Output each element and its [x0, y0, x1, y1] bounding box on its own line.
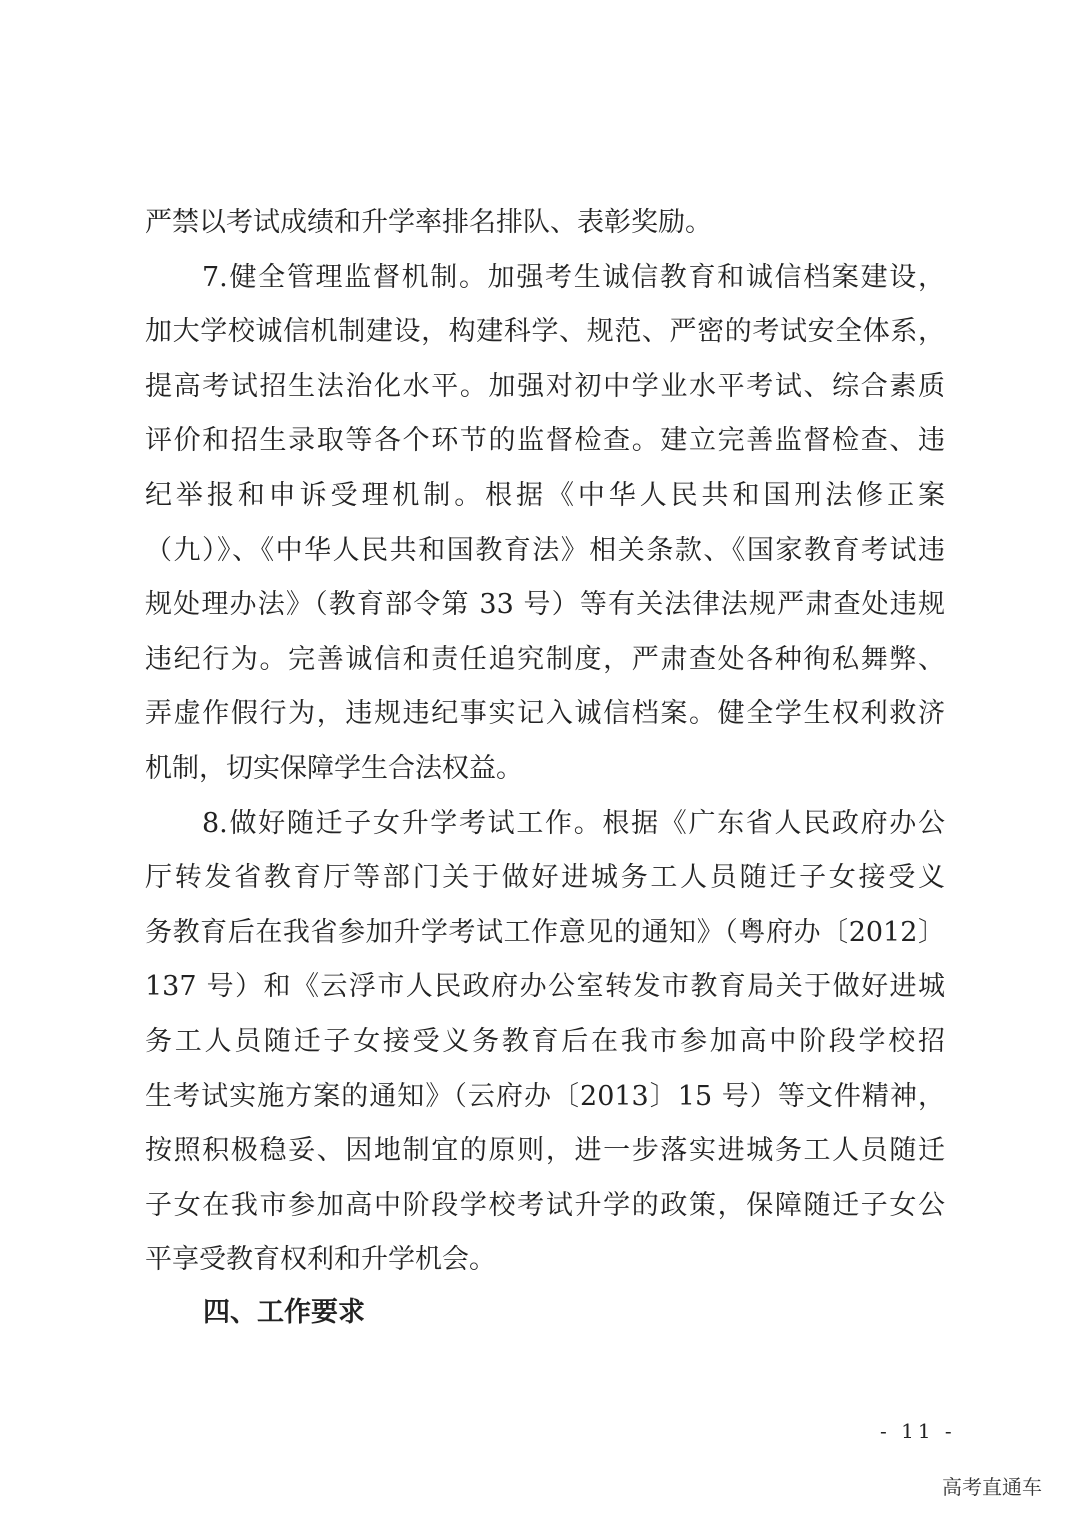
text-line: 137 号）和《云浮市人民政府办公室转发市教育局关于做好进城: [145, 971, 945, 1003]
text-line: 违纪行为。完善诚信和责任追究制度，严肃查处各种徇私舞弊、: [145, 643, 945, 675]
text-line: 务教育后在我省参加升学考试工作意见的通知》（粤府办〔2012〕: [145, 916, 945, 948]
text-line: 生考试实施方案的通知》（云府办〔2013〕15 号）等文件精神，: [145, 1080, 945, 1112]
text-line: 弄虚作假行为，违规违纪事实记入诚信档案。健全学生权利救济: [145, 698, 945, 730]
text-line: 严禁以考试成绩和升学率排名排队、表彰奖励。: [145, 207, 712, 238]
text-line: 机制，切实保障学生合法权益。: [145, 752, 523, 784]
text-line: 厅转发省教育厅等部门关于做好进城务工人员随迁子女接受义: [145, 862, 945, 894]
text-line: 评价和招生录取等各个环节的监督检查。建立完善监督检查、违: [145, 425, 945, 457]
text-line: 平享受教育权利和升学机会。: [145, 1244, 496, 1276]
text-line: 7.健全管理监督机制。加强考生诚信教育和诚信档案建设，: [202, 261, 945, 293]
text-line: 规处理办法》（教育部令第 33 号）等有关法律法规严肃查处违规: [145, 589, 945, 621]
section-heading: 四、工作要求: [203, 1297, 365, 1328]
text-line: 加大学校诚信机制建设，构建科学、规范、严密的考试安全体系，: [145, 316, 945, 348]
watermark: 高考直通车: [942, 1475, 1042, 1499]
text-line: 子女在我市参加高中阶段学校考试升学的政策，保障随迁子女公: [145, 1189, 945, 1221]
page-number: - 11 -: [880, 1419, 956, 1443]
text-line: 按照积极稳妥、因地制宜的原则，进一步落实进城务工人员随迁: [145, 1135, 945, 1167]
text-line: 8.做好随迁子女升学考试工作。根据《广东省人民政府办公: [202, 807, 945, 839]
text-line: 务工人员随迁子女接受义务教育后在我市参加高中阶段学校招: [145, 1025, 945, 1057]
body-text: [145, 196, 945, 1288]
text-line: 纪举报和申诉受理机制。根据《中华人民共和国刑法修正案: [145, 479, 945, 511]
text-line: （九）》、《中华人民共和国教育法》相关条款、《国家教育考试违: [145, 534, 945, 566]
text-line: 提高考试招生法治化水平。加强对初中学业水平考试、综合素质: [145, 370, 945, 402]
